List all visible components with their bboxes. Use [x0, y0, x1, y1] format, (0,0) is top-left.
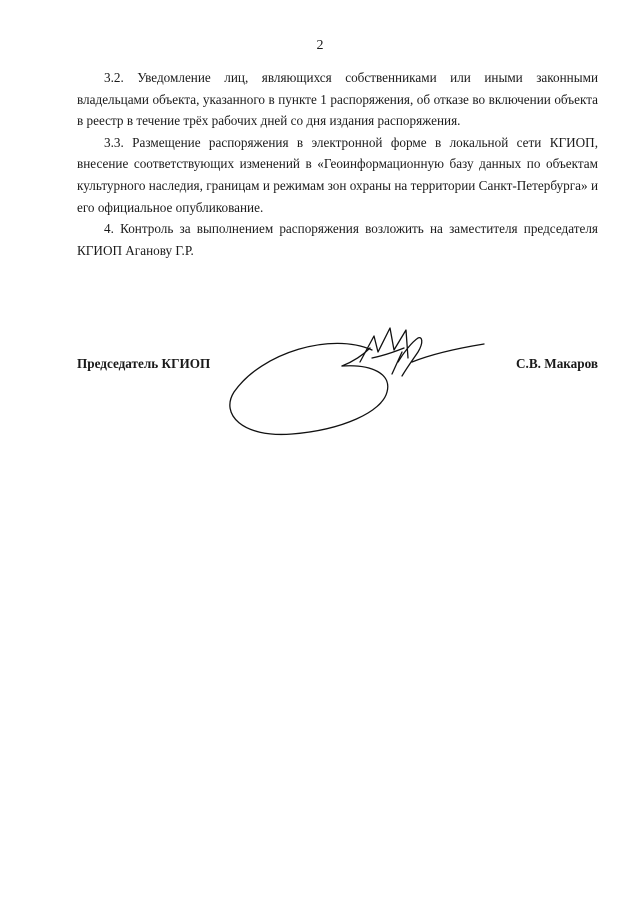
- signer-name: С.В. Макаров: [516, 356, 598, 371]
- page-number: 2: [316, 38, 324, 53]
- paragraph-4: 4. Контроль за выполнением распоряжения возложить на заместителя председателя КГИОП Аганову Г.Р.: [77, 221, 598, 258]
- paragraph-3-2: 3.2. Уведомление лиц, являющихся собственниками или иными законными владельцами объекта, указанного в пункте 1 распоряжения, об отказе во включении объекта в реестр в течение трёх рабочих дней со дня издания распоряжения.: [77, 70, 598, 129]
- signer-title: Председатель КГИОП: [77, 356, 211, 371]
- handwritten-signature: [222, 322, 492, 442]
- paragraph-3-3: 3.3. Размещение распоряжения в электронной форме в локальной сети КГИОП, внесение соответствующих изменений в «Геоинформационную базу данных по объектам культурного наследия, границам и режимам зон охраны на территории Санкт-Петербурга» и его официальное опубликование.: [77, 134, 598, 215]
- document-body: [77, 67, 598, 261]
